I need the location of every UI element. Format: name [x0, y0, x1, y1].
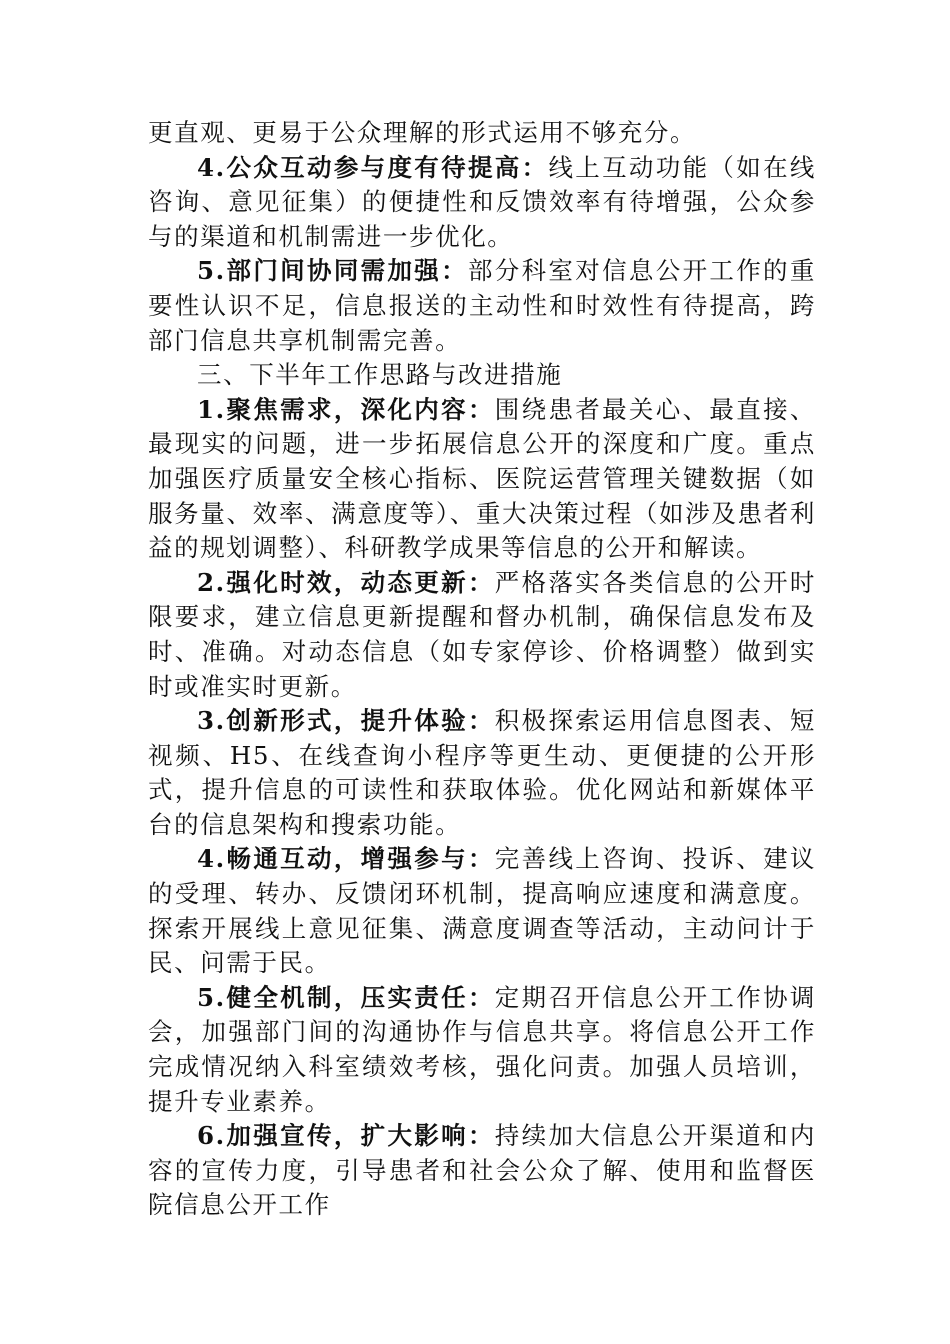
- paragraph-lead: 2.强化时效，动态更新：: [197, 567, 495, 597]
- paragraph-lead: 4.公众互动参与度有待提高：: [197, 152, 549, 182]
- paragraph-text: 严格落实各类信息的公开时限要求，建立信息更新提醒和督办机制，确保信息发布及时、准确。对动态信息（如专家停诊、价格调整）做到实时或准实时更新。: [148, 567, 817, 701]
- paragraph-continuation: [148, 116, 816, 151]
- paragraph-text: 更直观、更易于公众理解的形式运用不够充分。: [148, 118, 697, 147]
- paragraph-measure-5: [148, 981, 816, 1119]
- paragraph-lead: 3.创新形式，提升体验：: [197, 706, 495, 736]
- paragraph-lead: 5.部门间协同需加强：: [197, 256, 468, 286]
- section-heading-text: 三、下半年工作思路与改进措施: [197, 360, 563, 390]
- paragraph-lead: 1.聚焦需求，深化内容：: [197, 394, 495, 424]
- document-body: [148, 116, 816, 1223]
- paragraph-text: 完善线上咨询、投诉、建议的受理、转办、反馈闭环机制，提高响应速度和满意度。探索开展线上意见征集、满意度调查等活动，主动问计于民、问需于民。: [148, 844, 817, 978]
- paragraph-measure-3: [148, 704, 816, 842]
- paragraph-text: 定期召开信息公开工作协调会，加强部门间的沟通协作与信息共享。将信息公开工作完成情况纳入科室绩效考核，强化问责。加强人员培训，提升专业素养。: [148, 982, 817, 1116]
- paragraph-text: 积极探索运用信息图表、短视频、H5、在线查询小程序等更生动、更便捷的公开形式，提升信息的可读性和获取体验。优化网站和新媒体平台的信息架构和搜索功能。: [148, 706, 817, 839]
- paragraph-text: 部分科室对信息公开工作的重要性认识不足，信息报送的主动性和时效性有待提高，跨部门信息共享机制需完善。: [148, 256, 816, 355]
- paragraph-measure-6: [148, 1119, 816, 1223]
- paragraph-text: 持续加大信息公开渠道和内容的宣传力度，引导患者和社会公众了解、使用和监督医院信息公开工作: [148, 1121, 817, 1220]
- paragraph-measure-2: [148, 566, 816, 704]
- paragraph-text: 线上互动功能（如在线咨询、意见征集）的便捷性和反馈效率有待增强，公众参与的渠道和机制需进一步优化。: [148, 152, 817, 251]
- paragraph-issue-4: [148, 151, 816, 255]
- paragraph-lead: 4.畅通互动，增强参与：: [197, 844, 495, 874]
- section-heading: [148, 358, 816, 393]
- paragraph-measure-4: [148, 842, 816, 980]
- paragraph-measure-1: [148, 393, 816, 566]
- paragraph-issue-5: [148, 254, 816, 358]
- paragraph-text: 围绕患者最关心、最直接、最现实的问题，进一步拓展信息公开的深度和广度。重点加强医疗质量安全核心指标、医院运营管理关键数据（如服务量、效率、满意度等）、重大决策过程（如涉及患者利益的规划调整）、科研教学成果等信息的公开和解读。: [148, 394, 817, 563]
- paragraph-lead: 5.健全机制，压实责任：: [197, 982, 495, 1012]
- paragraph-lead: 6.加强宣传，扩大影响：: [197, 1121, 495, 1151]
